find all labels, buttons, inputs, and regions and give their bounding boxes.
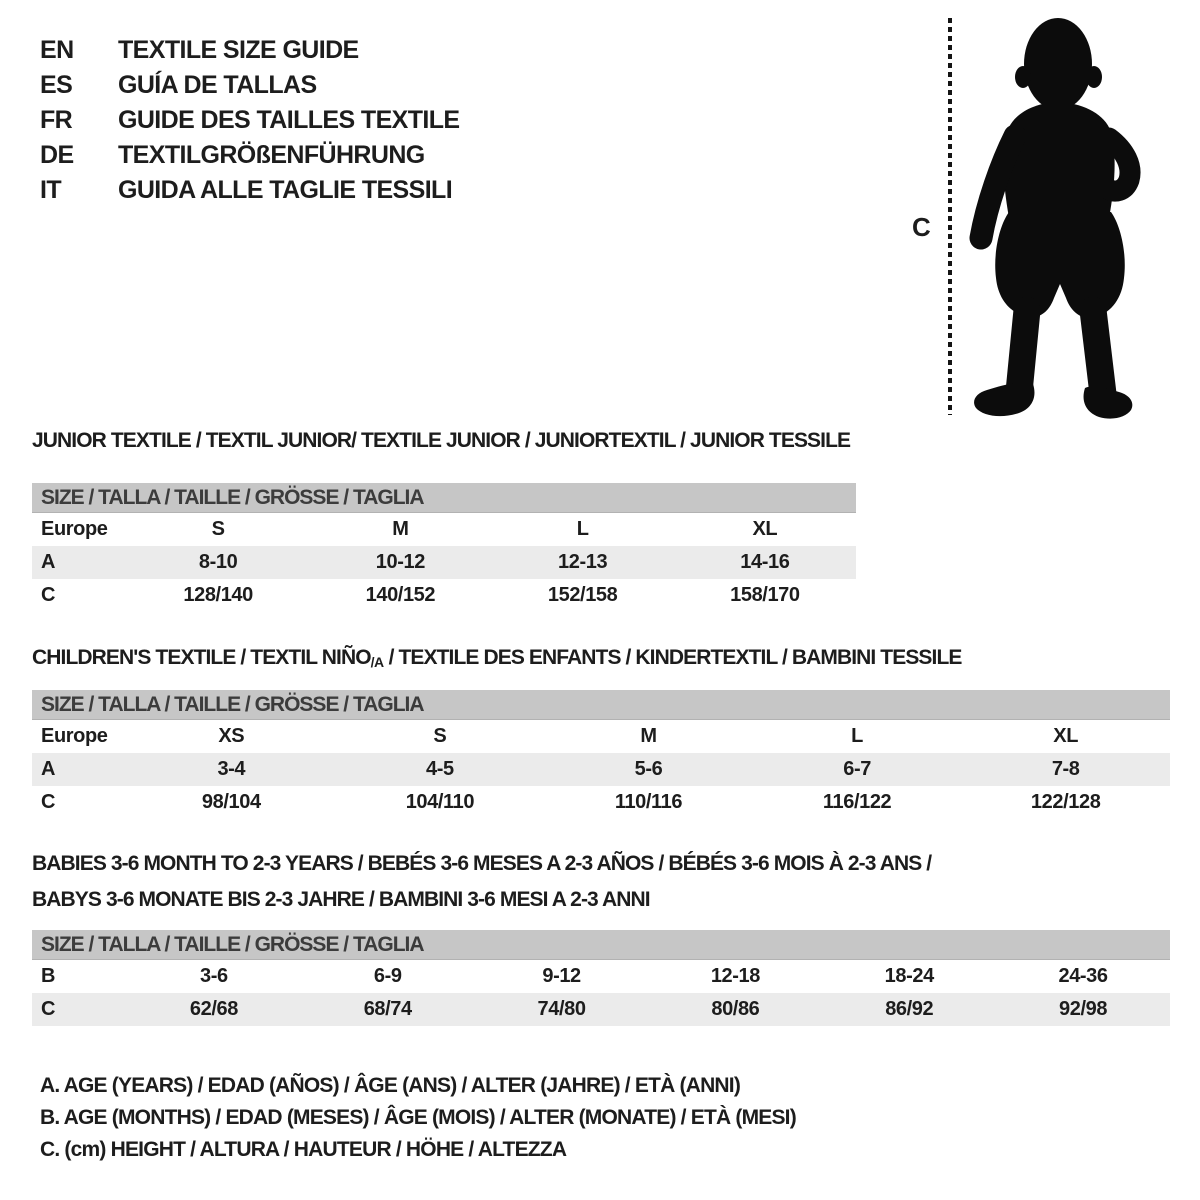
legend-line-a: A. AGE (YEARS) / EDAD (AÑOS) / ÂGE (ANS) / ALTER (JAHRE) / ETÀ (ANNI) (40, 1074, 741, 1097)
size-cell: 6-9 (373, 965, 402, 987)
legend-line-b: B. AGE (MONTHS) / EDAD (MESES) / ÂGE (MOIS) / ALTER (MONATE) / ETÀ (MESI) (40, 1106, 796, 1129)
size-cell: 122/128 (1030, 791, 1101, 813)
babies-size-table (32, 930, 1170, 1026)
language-row (40, 68, 460, 103)
size-cell: 116/122 (822, 791, 892, 813)
size-cell: XL (1053, 725, 1079, 747)
row-label: A (41, 551, 56, 573)
language-code: ES (40, 71, 73, 99)
size-cell: XL (752, 518, 778, 540)
language-title: GUÍA DE TALLAS (118, 71, 317, 99)
language-title: GUIDE DES TAILLES TEXTILE (118, 106, 460, 134)
size-cell: 7-8 (1051, 758, 1080, 780)
language-row (40, 103, 460, 138)
size-cell: 12-18 (710, 965, 760, 987)
size-cell: 24-36 (1058, 965, 1108, 987)
size-cell: 158/170 (730, 584, 800, 606)
language-row (40, 173, 460, 208)
size-cell: L (851, 725, 863, 747)
language-code: DE (40, 141, 74, 169)
size-header-bar: SIZE / TALLA / TAILLE / GRÖSSE / TAGLIA (32, 483, 856, 513)
size-cell: 80/86 (711, 998, 760, 1020)
language-code: EN (40, 36, 74, 64)
row-label: C (41, 584, 56, 606)
size-cell: 18-24 (884, 965, 934, 987)
table-row (32, 993, 1170, 1026)
size-cell: 12-13 (558, 551, 608, 573)
size-cell: 10-12 (375, 551, 425, 573)
size-cell: L (576, 518, 589, 540)
children-section-title (32, 646, 962, 670)
babies-section-title-line1: BABIES 3-6 MONTH TO 2-3 YEARS / BEBÉS 3-6 MESES A 2-3 AÑOS / BÉBÉS 3-6 MOIS À 2-3 ANS / (32, 852, 932, 875)
size-cell: 68/74 (363, 998, 412, 1020)
language-title: GUIDA ALLE TAGLIE TESSILI (118, 176, 453, 204)
language-title: TEXTILE SIZE GUIDE (118, 36, 359, 64)
table-row (32, 960, 1170, 993)
size-cell: 62/68 (189, 998, 238, 1020)
size-cell: M (392, 518, 409, 540)
size-cell: 9-12 (542, 965, 581, 987)
size-cell: 3-4 (217, 758, 246, 780)
size-cell: 6-7 (843, 758, 871, 780)
size-cell: 4-5 (426, 758, 454, 780)
size-cell: 8-10 (198, 551, 238, 573)
language-row (40, 138, 460, 173)
size-header-bar: SIZE / TALLA / TAILLE / GRÖSSE / TAGLIA (32, 930, 1170, 960)
size-cell: S (211, 518, 225, 540)
height-measure-dashed-line (948, 18, 952, 415)
row-label: C (41, 998, 56, 1020)
row-label: C (41, 791, 56, 813)
children-title-prefix: CHILDREN'S TEXTILE / TEXTIL NIÑO (32, 646, 371, 669)
children-title-subscript: /A (370, 654, 384, 670)
language-code: IT (40, 176, 62, 204)
row-label: Europe (41, 518, 108, 540)
table-row (32, 546, 856, 579)
size-cell: 74/80 (537, 998, 586, 1020)
language-title-list (40, 33, 460, 208)
size-cell: S (433, 725, 447, 747)
table-row (32, 513, 856, 546)
row-label: B (41, 965, 56, 987)
measurement-legend (40, 1070, 796, 1166)
table-row (32, 720, 1170, 753)
size-cell: 5-6 (634, 758, 663, 780)
size-cell: 104/110 (405, 791, 475, 813)
size-cell: 14-16 (740, 551, 790, 573)
row-label: A (41, 758, 56, 780)
size-cell: 3-6 (200, 965, 228, 987)
table-row (32, 579, 856, 612)
junior-section-title: JUNIOR TEXTILE / TEXTIL JUNIOR/ TEXTILE JUNIOR / JUNIORTEXTIL / JUNIOR TESSILE (32, 429, 851, 452)
size-header-bar: SIZE / TALLA / TAILLE / GRÖSSE / TAGLIA (32, 690, 1170, 720)
language-row (40, 33, 460, 68)
table-row (32, 753, 1170, 786)
babies-section-title-line2: BABYS 3-6 MONATE BIS 2-3 JAHRE / BAMBINI 3-6 MESI A 2-3 ANNI (32, 888, 650, 911)
measure-label-c: C (912, 212, 931, 242)
table-row (32, 786, 1170, 819)
size-cell: 92/98 (1059, 998, 1108, 1020)
row-label: Europe (41, 725, 108, 747)
size-cell: 128/140 (183, 584, 253, 606)
size-cell: 110/116 (614, 791, 683, 813)
size-cell: XS (218, 725, 245, 747)
language-code: FR (40, 106, 73, 134)
junior-size-table (32, 483, 856, 612)
children-size-table (32, 690, 1170, 819)
children-title-suffix: / TEXTILE DES ENFANTS / KINDERTEXTIL / BAMBINI TESSILE (383, 646, 962, 669)
size-cell: 98/104 (201, 791, 261, 813)
size-cell: 152/158 (547, 584, 618, 606)
language-title: TEXTILGRÖßENFÜHRUNG (118, 141, 425, 169)
size-cell: M (640, 725, 657, 747)
size-cell: 86/92 (885, 998, 934, 1020)
legend-line-c: C. (cm) HEIGHT / ALTURA / HAUTEUR / HÖHE / ALTEZZA (40, 1138, 567, 1161)
toddler-silhouette-icon (963, 14, 1145, 424)
size-cell: 140/152 (365, 584, 436, 606)
